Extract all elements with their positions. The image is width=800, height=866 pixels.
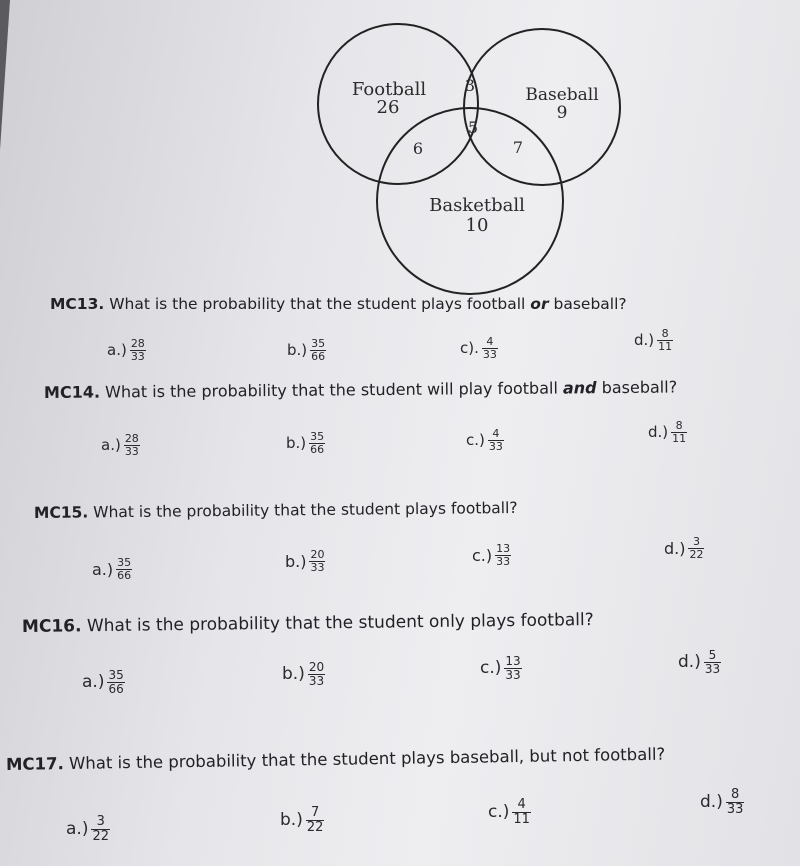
option-mc14-d[interactable] xyxy=(648,420,687,444)
option-mc17-a[interactable] xyxy=(66,815,110,843)
option-label: a.) xyxy=(82,672,105,693)
option-label: c.) xyxy=(472,545,493,565)
fraction: $\frac{8}{11}$ xyxy=(658,327,673,353)
fraction: $\frac{13}{33}$ xyxy=(496,542,511,568)
question-text: What is the probability that the student plays football xyxy=(104,295,531,313)
football-value: 26 xyxy=(376,97,400,118)
option-mc17-c[interactable] xyxy=(488,798,531,826)
football-basketball-value: 6 xyxy=(412,139,424,158)
option-mc13-b[interactable] xyxy=(287,338,326,362)
fraction: $\frac{4}{11}$ xyxy=(513,797,530,827)
option-label: c.) xyxy=(488,802,510,823)
all-three-value: 5 xyxy=(467,118,479,137)
baseball-basketball-value: 7 xyxy=(512,138,524,157)
fraction: $\frac{35}{66}$ xyxy=(108,668,124,696)
option-mc14-b[interactable] xyxy=(286,431,325,455)
fraction: $\frac{35}{66}$ xyxy=(117,556,132,582)
option-mc17-b[interactable] xyxy=(280,806,324,834)
question-number: MC14. xyxy=(43,382,101,402)
question-number: MC16. xyxy=(21,616,82,637)
option-label: d.) xyxy=(700,792,723,813)
option-label: a.) xyxy=(66,819,89,840)
basketball-label: Basketball xyxy=(429,195,525,216)
fraction: $\frac{4}{33}$ xyxy=(482,335,497,361)
option-mc15-d[interactable] xyxy=(664,536,704,560)
question-text: What is the probability that the student will play football xyxy=(99,378,564,402)
football-baseball-value: 3 xyxy=(464,76,476,95)
option-label: c.) xyxy=(466,431,485,450)
fraction: $\frac{20}{33}$ xyxy=(308,660,325,688)
fraction: $\frac{13}{33}$ xyxy=(505,654,521,682)
venn-diagram xyxy=(0,0,800,300)
fraction: $\frac{3}{22}$ xyxy=(689,535,704,561)
baseball-value: 9 xyxy=(556,103,568,123)
option-mc15-c[interactable] xyxy=(472,543,511,567)
fraction: $\frac{3}{22}$ xyxy=(92,814,110,844)
option-mc16-a[interactable] xyxy=(82,669,125,695)
option-label: c.) xyxy=(480,658,502,679)
option-label: d.) xyxy=(634,331,655,350)
fraction: $\frac{4}{33}$ xyxy=(488,427,503,453)
option-mc13-a[interactable] xyxy=(107,338,146,362)
fraction: $\frac{20}{33}$ xyxy=(310,548,325,574)
baseball-circle xyxy=(464,29,620,185)
option-label: d.) xyxy=(664,538,686,558)
option-label: a.) xyxy=(107,341,127,360)
question-mc13 xyxy=(50,295,627,313)
option-mc14-a[interactable] xyxy=(101,433,140,457)
option-mc14-c[interactable] xyxy=(466,428,504,452)
option-label: b.) xyxy=(282,664,305,685)
question-number: MC17. xyxy=(5,754,64,774)
question-number: MC15. xyxy=(33,503,89,522)
question-number: MC13. xyxy=(50,295,105,313)
option-mc15-b[interactable] xyxy=(285,549,325,573)
baseball-label: Baseball xyxy=(525,85,599,105)
basketball-value: 10 xyxy=(465,215,489,236)
question-text-end: baseball? xyxy=(548,295,627,313)
option-mc15-a[interactable] xyxy=(92,557,132,581)
option-mc16-d[interactable] xyxy=(678,649,721,675)
fraction: $\frac{35}{66}$ xyxy=(310,430,325,456)
fraction: $\frac{7}{22}$ xyxy=(306,805,324,835)
option-label: d.) xyxy=(648,423,669,442)
football-label: Football xyxy=(351,79,427,100)
fraction: $\frac{8}{11}$ xyxy=(672,419,687,445)
option-label: b.) xyxy=(280,810,303,831)
fraction: $\frac{8}{33}$ xyxy=(726,787,744,817)
option-label: d.) xyxy=(678,652,701,673)
fraction: $\frac{28}{33}$ xyxy=(130,337,145,363)
question-text: What is the probability that the student plays baseball, but not football? xyxy=(63,744,666,774)
option-label: c). xyxy=(460,339,479,358)
option-mc13-d[interactable] xyxy=(634,328,673,352)
option-mc17-d[interactable] xyxy=(700,788,744,816)
option-label: b.) xyxy=(286,434,307,453)
option-label: b.) xyxy=(287,341,308,360)
option-mc16-b[interactable] xyxy=(282,661,325,687)
option-mc13-c[interactable] xyxy=(460,336,498,360)
fraction: $\frac{28}{33}$ xyxy=(124,432,139,458)
fraction: $\frac{5}{33}$ xyxy=(704,648,721,676)
option-label: b.) xyxy=(285,551,307,571)
question-emphasis: and xyxy=(562,378,597,398)
question-text-end: baseball? xyxy=(596,377,678,398)
question-text: What is the probability that the student plays football? xyxy=(88,498,518,522)
option-label: a.) xyxy=(101,436,121,455)
option-label: a.) xyxy=(92,559,114,579)
question-text: What is the probability that the student only plays football? xyxy=(81,610,594,637)
option-mc16-c[interactable] xyxy=(480,655,522,681)
question-emphasis: or xyxy=(530,295,549,313)
fraction: $\frac{35}{66}$ xyxy=(311,337,326,363)
